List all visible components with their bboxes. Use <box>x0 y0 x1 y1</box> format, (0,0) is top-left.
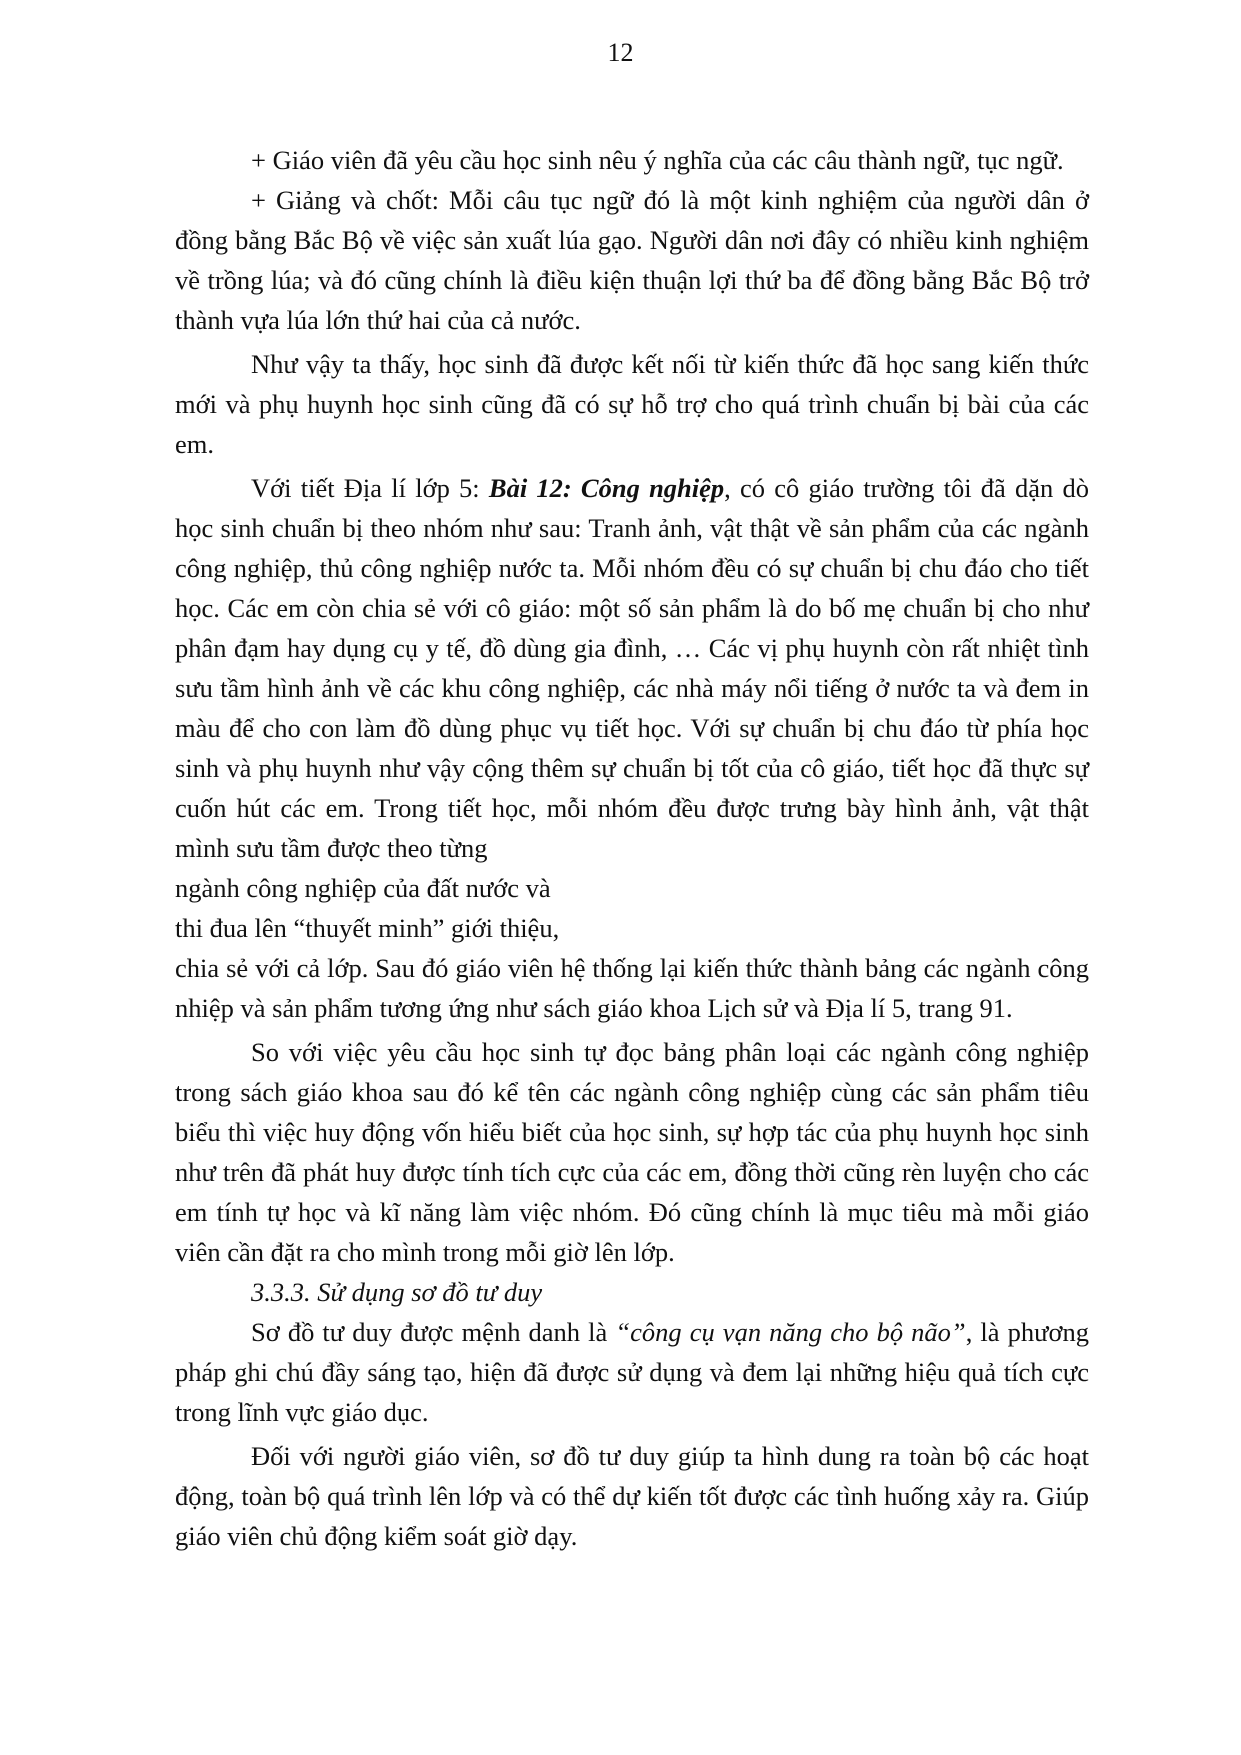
lesson-title: Bài 12: Công nghiệp <box>488 473 725 503</box>
paragraph-explanation: + Giảng và chốt: Mỗi câu tục ngữ đó là một kinh nghiệm của người dân ở đồng bằng Bắc Bộ về việc sản xuất lúa gạo. Người dân nơi đây có nhiều kinh nghiệm về trồng lúa; và đó cũng chính là điều kiện thuận lợi thứ ba để đồng bằng Bắc Bộ trở thành vựa lúa lớn thứ hai của cả nước. <box>175 185 1089 335</box>
paragraph-industry-lesson <box>175 468 1089 868</box>
lesson-intro-text: Với tiết Địa lí lớp 5: <box>251 473 489 503</box>
paragraph-teacher-benefit: Đối với người giáo viên, sơ đồ tư duy giúp ta hình dung ra toàn bộ các hoạt động, toàn bộ quá trình lên lớp và có thể dự kiến tốt được các tình huống xảy ra. Giúp giáo viên chủ động kiểm soát giờ dạy. <box>175 1441 1089 1551</box>
document-body <box>175 140 1089 1556</box>
section-heading: 3.3.3. Sử dụng sơ đồ tư duy <box>251 1277 543 1307</box>
paragraph-line-c: chia sẻ với cả lớp. Sau đó giáo viên hệ thống lại kiến thức thành bảng các ngành công nhiệp và sản phẩm tương ứng như sách giáo khoa Lịch sử và Địa lí 5, trang 91. <box>175 953 1089 1023</box>
paragraph-mindmap-intro <box>175 1312 1089 1432</box>
paragraph-comparison: So với việc yêu cầu học sinh tự đọc bảng phân loại các ngành công nghiệp trong sách giáo khoa sau đó kể tên các ngành công nghiệp cùng các sản phẩm tiêu biểu thì việc huy động vốn hiểu biết của học sinh, sự hợp tác của phụ huynh học sinh như trên đã phát huy được tính tích cực của các em, đồng thời cũng rèn luyện cho các em tính tự học và kĩ năng làm việc nhóm. Đó cũng chính là mục tiêu mà mỗi giáo viên cần đặt ra cho mình trong mỗi giờ lên lớp. <box>175 1037 1089 1267</box>
paragraph-summary: Như vậy ta thấy, học sinh đã được kết nối từ kiến thức đã học sang kiến thức mới và phụ huynh học sinh cũng đã có sự hỗ trợ cho quá trình chuẩn bị bài của các em. <box>175 349 1089 459</box>
mindmap-quote: “công cụ vạn năng cho bộ não” <box>615 1317 966 1347</box>
page-number: 12 <box>607 38 634 67</box>
paragraph-line-b: thi đua lên “thuyết minh” giới thiệu, <box>175 913 560 943</box>
paragraph-line-a: ngành công nghiệp của đất nước và <box>175 873 551 903</box>
mindmap-intro-rest: , là phương pháp ghi chú đầy sáng tạo, hiện đã được sử dụng và đem lại những hiệu quả tích cực trong lĩnh vực giáo dục. <box>175 1317 1089 1427</box>
mindmap-intro-text: Sơ đồ tư duy được mệnh danh là <box>251 1317 616 1347</box>
lesson-body-text: , có cô giáo trường tôi đã dặn dò học sinh chuẩn bị theo nhóm như sau: Tranh ảnh, vật thật về sản phẩm của các ngành công nghiệp, thủ công nghiệp nước ta. Mỗi nhóm đều có sự chuẩn bị chu đáo cho tiết học. Các em còn chia sẻ với cô giáo: một số sản phẩm là do bố mẹ chuẩn bị cho như phân đạm hay dụng cụ y tế, đồ dùng gia đình, … Các vị phụ huynh còn rất nhiệt tình sưu tầm hình ảnh về các khu công nghiệp, các nhà máy nổi tiếng ở nước ta và đem in màu để cho con làm đồ dùng phục vụ tiết học. Với sự chuẩn bị chu đáo từ phía học sinh và phụ huynh như vậy cộng thêm sự chuẩn bị tốt của cô giáo, tiết học đã thực sự cuốn hút các em. Trong tiết học, mỗi nhóm đều được trưng bày hình ảnh, vật thật mình sưu tầm được theo từng <box>175 473 1089 863</box>
paragraph-teacher-request: + Giáo viên đã yêu cầu học sinh nêu ý nghĩa của các câu thành ngữ, tục ngữ. <box>251 145 1064 175</box>
